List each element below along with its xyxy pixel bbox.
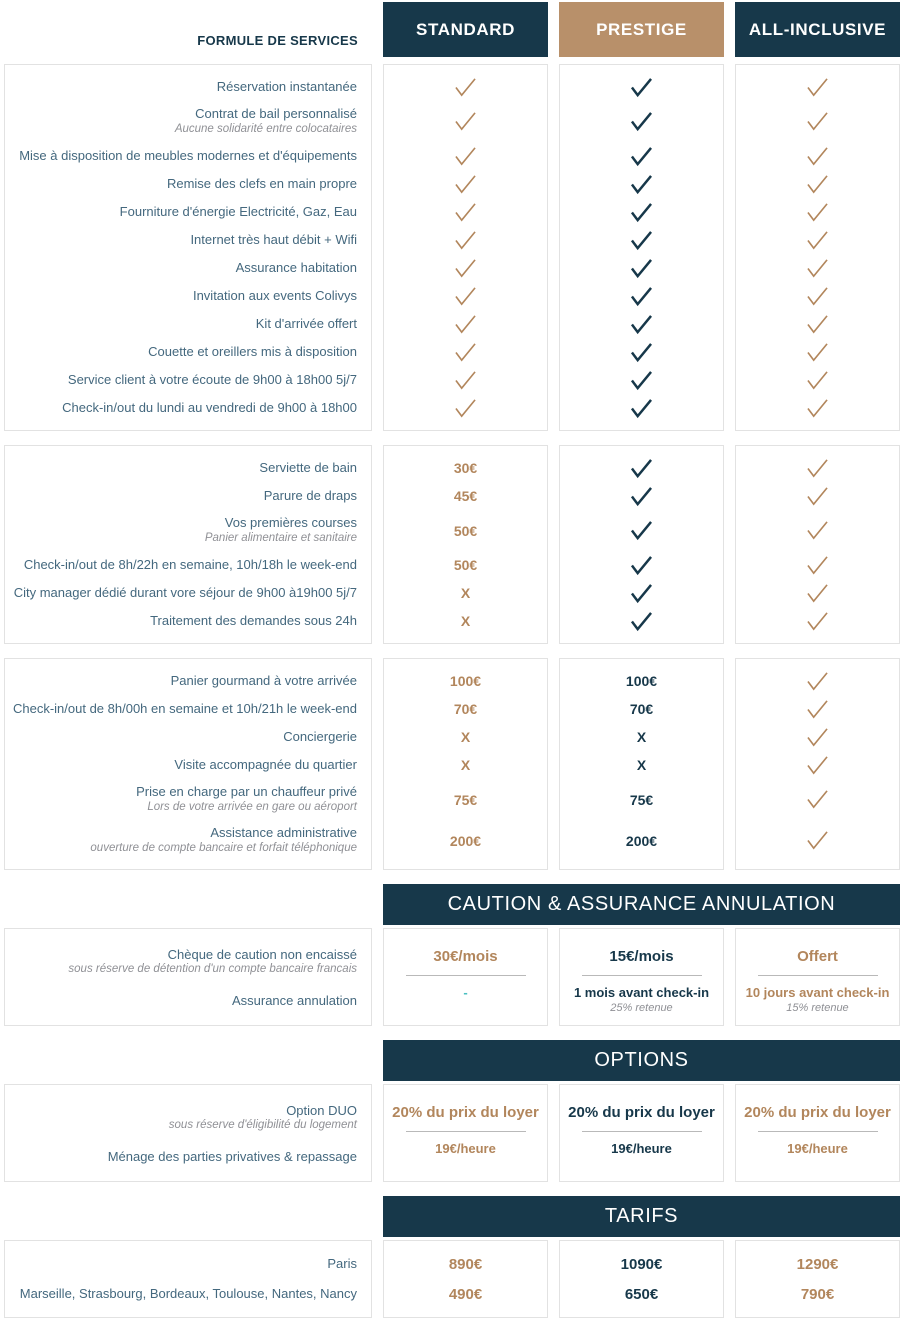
row-label: Contrat de bail personnalisé [195, 106, 357, 122]
cell-bottom-value: 19€/heure [787, 1141, 848, 1156]
value-row [384, 454, 547, 482]
cell-bottom-value: 19€/heure [435, 1141, 496, 1156]
services-section [4, 445, 900, 644]
price-value: 75€ [453, 791, 478, 808]
row-sublabel: sous réserve d'éligibilité du logement [168, 1119, 357, 1132]
check-icon [805, 77, 830, 98]
row-label: Assurance habitation [235, 259, 357, 275]
row-label: Réservation instantanée [216, 78, 357, 94]
value-row [560, 779, 723, 820]
banner-spacer [4, 1196, 372, 1237]
service-label-row [5, 101, 371, 142]
plan-header-standard: STANDARD [383, 2, 548, 57]
check-icon [453, 77, 478, 98]
x-mark: X [460, 585, 471, 601]
value-row [560, 254, 723, 282]
check-icon [629, 146, 654, 167]
value-row [384, 1279, 547, 1309]
plan-box-standard [383, 1084, 548, 1182]
value-row [384, 551, 547, 579]
row-label: Paris [327, 1255, 357, 1271]
value-row [736, 579, 899, 607]
check-icon [453, 314, 478, 335]
plan-box-standard [383, 445, 548, 644]
value-row [560, 310, 723, 338]
value-row [736, 820, 899, 861]
value-row [560, 394, 723, 422]
value-row [736, 454, 899, 482]
value-row [384, 723, 547, 751]
check-icon [805, 671, 830, 692]
check-icon [629, 286, 654, 307]
value-row [736, 310, 899, 338]
table-header [4, 2, 900, 57]
value-row [736, 73, 899, 101]
service-label-row [5, 394, 371, 422]
x-mark: X [636, 729, 647, 745]
value-row [384, 510, 547, 551]
price-value: 70€ [453, 701, 478, 717]
value-row [736, 751, 899, 779]
check-icon [629, 258, 654, 279]
services-section [4, 658, 900, 870]
row-sublabel: sous réserve de détention d'un compte bancaire francais [68, 963, 357, 976]
service-label-row [5, 939, 371, 985]
plan-header-prestige: PRESTIGE [559, 2, 724, 57]
value-row [560, 607, 723, 635]
value-row [560, 198, 723, 226]
row-label: Mise à disposition de meubles modernes et d'équipements [19, 147, 357, 163]
price-value: 75€ [629, 791, 654, 808]
check-icon [805, 174, 830, 195]
service-label-row [5, 820, 371, 861]
check-icon [805, 398, 830, 419]
x-mark: X [460, 613, 471, 629]
price-value: 45€ [453, 488, 478, 504]
cell-top-value: Offert [797, 947, 838, 965]
price-value: 200€ [625, 832, 658, 849]
row-label: Check-in/out du lundi au vendredi de 9h00 à 18h00 [62, 399, 357, 415]
value-row [736, 1279, 899, 1309]
check-icon [805, 111, 830, 132]
value-row [384, 751, 547, 779]
row-sublabel: Lors de votre arrivée en gare ou aéroport [147, 800, 357, 813]
check-icon [805, 520, 830, 541]
price-value: 650€ [624, 1285, 659, 1303]
split-section [4, 928, 900, 1026]
service-label-row [5, 254, 371, 282]
banner-row [4, 1196, 900, 1237]
row-label: Fourniture d'énergie Electricité, Gaz, Eau [119, 203, 357, 219]
check-icon [805, 230, 830, 251]
value-row [736, 667, 899, 695]
value-row [384, 101, 547, 142]
row-label: Chèque de caution non encaissé [167, 946, 357, 962]
cell-bottom-area [746, 985, 890, 1017]
check-icon [453, 398, 478, 419]
row-label: Option DUO [286, 1102, 357, 1118]
value-row [560, 579, 723, 607]
x-mark: X [460, 729, 471, 745]
check-icon [805, 202, 830, 223]
value-row [736, 101, 899, 142]
service-label-row [5, 607, 371, 635]
value-row [736, 482, 899, 510]
value-row [560, 282, 723, 310]
value-row [384, 170, 547, 198]
check-icon [805, 755, 830, 776]
value-row [736, 394, 899, 422]
row-sublabel: ouverture de compte bancaire et forfait téléphonique [90, 841, 357, 854]
price-value: 490€ [448, 1285, 483, 1303]
check-icon [453, 202, 478, 223]
value-row [560, 73, 723, 101]
check-icon [453, 370, 478, 391]
plan-box-all-inclusive [735, 1084, 900, 1182]
check-icon [629, 314, 654, 335]
plan-box-all-inclusive [735, 658, 900, 870]
value-row [560, 695, 723, 723]
check-icon [453, 258, 478, 279]
value-row [560, 1249, 723, 1279]
check-icon [805, 258, 830, 279]
value-row [736, 226, 899, 254]
value-row [736, 607, 899, 635]
row-label: City manager dédié durant vore séjour de 9h00 à19h00 5j/7 [13, 584, 357, 600]
divider-line [406, 975, 526, 976]
row-label: Check-in/out de 8h/22h en semaine, 10h/18h le week-end [23, 556, 357, 572]
service-label-row [5, 366, 371, 394]
check-icon [805, 789, 830, 810]
banner-spacer [4, 884, 372, 925]
service-label-row [5, 1279, 371, 1309]
value-row [560, 820, 723, 861]
value-row [384, 198, 547, 226]
value-row [560, 551, 723, 579]
service-label-row [5, 454, 371, 482]
check-icon [805, 555, 830, 576]
row-label: Marseille, Strasbourg, Bordeaux, Toulouse, Nantes, Nancy [19, 1285, 357, 1301]
row-label: Remise des clefs en main propre [166, 175, 357, 191]
price-value: 100€ [625, 673, 658, 689]
plan-box-standard [383, 1240, 548, 1318]
value-row [384, 667, 547, 695]
x-mark: X [636, 757, 647, 773]
service-label-row [5, 142, 371, 170]
check-icon [629, 520, 654, 541]
value-row [384, 482, 547, 510]
cell-bottom-value: 10 jours avant check-in [745, 985, 890, 1000]
value-row [736, 170, 899, 198]
value-row [560, 667, 723, 695]
plan-box-all-inclusive [735, 445, 900, 644]
plan-box-prestige [559, 658, 724, 870]
check-icon [629, 230, 654, 251]
divider-line [406, 1131, 526, 1132]
cell-bottom-area [787, 1141, 848, 1173]
plan-box-prestige [559, 928, 724, 1026]
check-icon [629, 202, 654, 223]
check-icon [805, 727, 830, 748]
check-icon [629, 611, 654, 632]
check-icon [805, 830, 830, 851]
value-row [560, 366, 723, 394]
plan-box-standard [383, 658, 548, 870]
plan-box-prestige [559, 64, 724, 431]
divider-line [582, 975, 702, 976]
labels-box [4, 64, 372, 431]
check-icon [629, 174, 654, 195]
cell-bottom-subtext: 15% retenue [786, 1001, 849, 1014]
check-icon [805, 583, 830, 604]
value-row [560, 723, 723, 751]
price-value: 200€ [449, 832, 482, 849]
row-label: Parure de draps [263, 487, 357, 503]
value-row [736, 1249, 899, 1279]
value-row [560, 101, 723, 142]
service-label-row [5, 170, 371, 198]
section-banner-title: TARIFS [383, 1196, 900, 1237]
check-icon [453, 111, 478, 132]
section-banner-title: OPTIONS [383, 1040, 900, 1081]
service-label-row [5, 551, 371, 579]
value-row [384, 73, 547, 101]
split-section [4, 1084, 900, 1182]
value-row [384, 394, 547, 422]
price-value: 1290€ [796, 1255, 839, 1273]
service-label-row [5, 310, 371, 338]
value-row [384, 338, 547, 366]
cell-top-value: 20% du prix du loyer [568, 1103, 715, 1121]
check-icon [629, 370, 654, 391]
value-row [560, 482, 723, 510]
price-value: 50€ [453, 522, 478, 539]
services-section [4, 64, 900, 431]
row-label: Kit d'arrivée offert [255, 315, 357, 331]
value-row [384, 310, 547, 338]
service-label-row [5, 1141, 371, 1173]
value-row [384, 579, 547, 607]
check-icon [453, 174, 478, 195]
value-row [736, 198, 899, 226]
value-row [384, 282, 547, 310]
check-icon [629, 398, 654, 419]
labels-box [4, 1084, 372, 1182]
price-value: 100€ [449, 673, 482, 689]
service-label-row [5, 779, 371, 820]
row-label: Vos premières courses [224, 515, 357, 531]
check-icon [805, 286, 830, 307]
cell-bottom-value: - [463, 985, 468, 1000]
value-row [560, 510, 723, 551]
row-label: Check-in/out de 8h/00h en semaine et 10h/21h le week-end [12, 700, 357, 716]
value-row [560, 454, 723, 482]
row-label: Ménage des parties privatives & repassage [107, 1148, 357, 1164]
service-label-row [5, 338, 371, 366]
check-icon [453, 146, 478, 167]
plan-box-standard [383, 64, 548, 431]
service-label-row [5, 695, 371, 723]
price-value: 30€ [453, 460, 478, 476]
value-row [384, 226, 547, 254]
value-row [560, 1279, 723, 1309]
cell-bottom-value: 1 mois avant check-in [573, 985, 710, 1000]
labels-box [4, 1240, 372, 1318]
value-row [736, 510, 899, 551]
check-icon [629, 486, 654, 507]
service-label-row [5, 723, 371, 751]
divider-line [582, 1131, 702, 1132]
value-row [560, 142, 723, 170]
check-icon [629, 583, 654, 604]
check-icon [805, 370, 830, 391]
cell-top-value: 30€/mois [433, 947, 498, 965]
check-icon [629, 77, 654, 98]
x-mark: X [460, 757, 471, 773]
check-icon [805, 458, 830, 479]
plan-header-all-inclusive: ALL-INCLUSIVE [735, 2, 900, 57]
price-value: 50€ [453, 557, 478, 573]
value-row [736, 338, 899, 366]
plan-box-prestige [559, 1240, 724, 1318]
plan-box-prestige [559, 1084, 724, 1182]
check-icon [805, 146, 830, 167]
plan-box-all-inclusive [735, 64, 900, 431]
plan-box-all-inclusive [735, 928, 900, 1026]
cell-bottom-area [574, 985, 709, 1017]
row-label: Panier gourmand à votre arrivée [170, 672, 357, 688]
divider-line [758, 1131, 878, 1132]
value-row [736, 779, 899, 820]
check-icon [805, 342, 830, 363]
service-label-row [5, 482, 371, 510]
service-label-row [5, 73, 371, 101]
check-icon [453, 230, 478, 251]
cell-bottom-area [435, 1141, 496, 1173]
price-value: 70€ [629, 701, 654, 717]
labels-box [4, 658, 372, 870]
banner-row [4, 1040, 900, 1081]
value-row [736, 695, 899, 723]
value-row [736, 282, 899, 310]
value-row [384, 254, 547, 282]
row-label: Assistance administrative [210, 825, 357, 841]
service-label-row [5, 226, 371, 254]
value-row [384, 779, 547, 820]
cell-top-value: 20% du prix du loyer [392, 1103, 539, 1121]
value-row [384, 1249, 547, 1279]
value-row [736, 551, 899, 579]
divider-line [758, 975, 878, 976]
row-label: Prise en charge par un chauffeur privé [136, 784, 357, 800]
service-label-row [5, 1249, 371, 1279]
check-icon [629, 111, 654, 132]
value-row [384, 607, 547, 635]
row-sublabel: Aucune solidarité entre colocataires [174, 122, 357, 135]
section-banner-title: CAUTION & ASSURANCE ANNULATION [383, 884, 900, 925]
check-icon [805, 486, 830, 507]
value-row [736, 142, 899, 170]
check-icon [805, 699, 830, 720]
row-sublabel: Panier alimentaire et sanitaire [204, 531, 357, 544]
value-row [560, 338, 723, 366]
value-row [384, 820, 547, 861]
cell-bottom-area [463, 985, 467, 1017]
services-column-title: FORMULE DE SERVICES [197, 33, 358, 48]
cell-top-value: 20% du prix du loyer [744, 1103, 891, 1121]
row-label: Internet très haut débit + Wifi [190, 231, 357, 247]
value-row [736, 254, 899, 282]
row-label: Serviette de bain [259, 459, 357, 475]
service-label-row [5, 751, 371, 779]
price-value: 890€ [448, 1255, 483, 1273]
check-icon [805, 611, 830, 632]
plan-box-standard [383, 928, 548, 1026]
row-label: Conciergerie [283, 728, 357, 744]
check-icon [629, 342, 654, 363]
check-icon [453, 286, 478, 307]
table-body [4, 64, 900, 1318]
price-value: 790€ [800, 1285, 835, 1303]
check-icon [453, 342, 478, 363]
value-row [384, 695, 547, 723]
plan-box-prestige [559, 445, 724, 644]
price-value: 1090€ [620, 1255, 663, 1273]
row-label: Invitation aux events Colivys [192, 287, 357, 303]
value-row [736, 723, 899, 751]
row-label: Service client à votre écoute de 9h00 à 18h00 5j/7 [67, 371, 357, 387]
banner-row [4, 884, 900, 925]
check-icon [805, 314, 830, 335]
check-icon [629, 555, 654, 576]
service-label-row [5, 282, 371, 310]
value-row [384, 142, 547, 170]
value-row [560, 226, 723, 254]
service-label-row [5, 198, 371, 226]
row-label: Couette et oreillers mis à disposition [148, 343, 357, 359]
service-label-row [5, 579, 371, 607]
cell-bottom-subtext: 25% retenue [610, 1001, 673, 1014]
plan-box-all-inclusive [735, 1240, 900, 1318]
value-row [560, 170, 723, 198]
banner-spacer [4, 1040, 372, 1081]
service-label-row [5, 510, 371, 551]
value-row [560, 751, 723, 779]
row-label: Traitement des demandes sous 24h [150, 612, 357, 628]
service-label-row [5, 1095, 371, 1141]
labels-box [4, 445, 372, 644]
service-label-row [5, 985, 371, 1017]
tarifs-section [4, 1240, 900, 1318]
labels-box [4, 928, 372, 1026]
value-row [736, 366, 899, 394]
row-label: Visite accompagnée du quartier [174, 756, 357, 772]
check-icon [629, 458, 654, 479]
value-row [384, 366, 547, 394]
cell-bottom-area [611, 1141, 672, 1173]
cell-bottom-value: 19€/heure [611, 1141, 672, 1156]
cell-top-value: 15€/mois [609, 947, 674, 965]
row-label: Assurance annulation [231, 992, 357, 1008]
service-label-row [5, 667, 371, 695]
